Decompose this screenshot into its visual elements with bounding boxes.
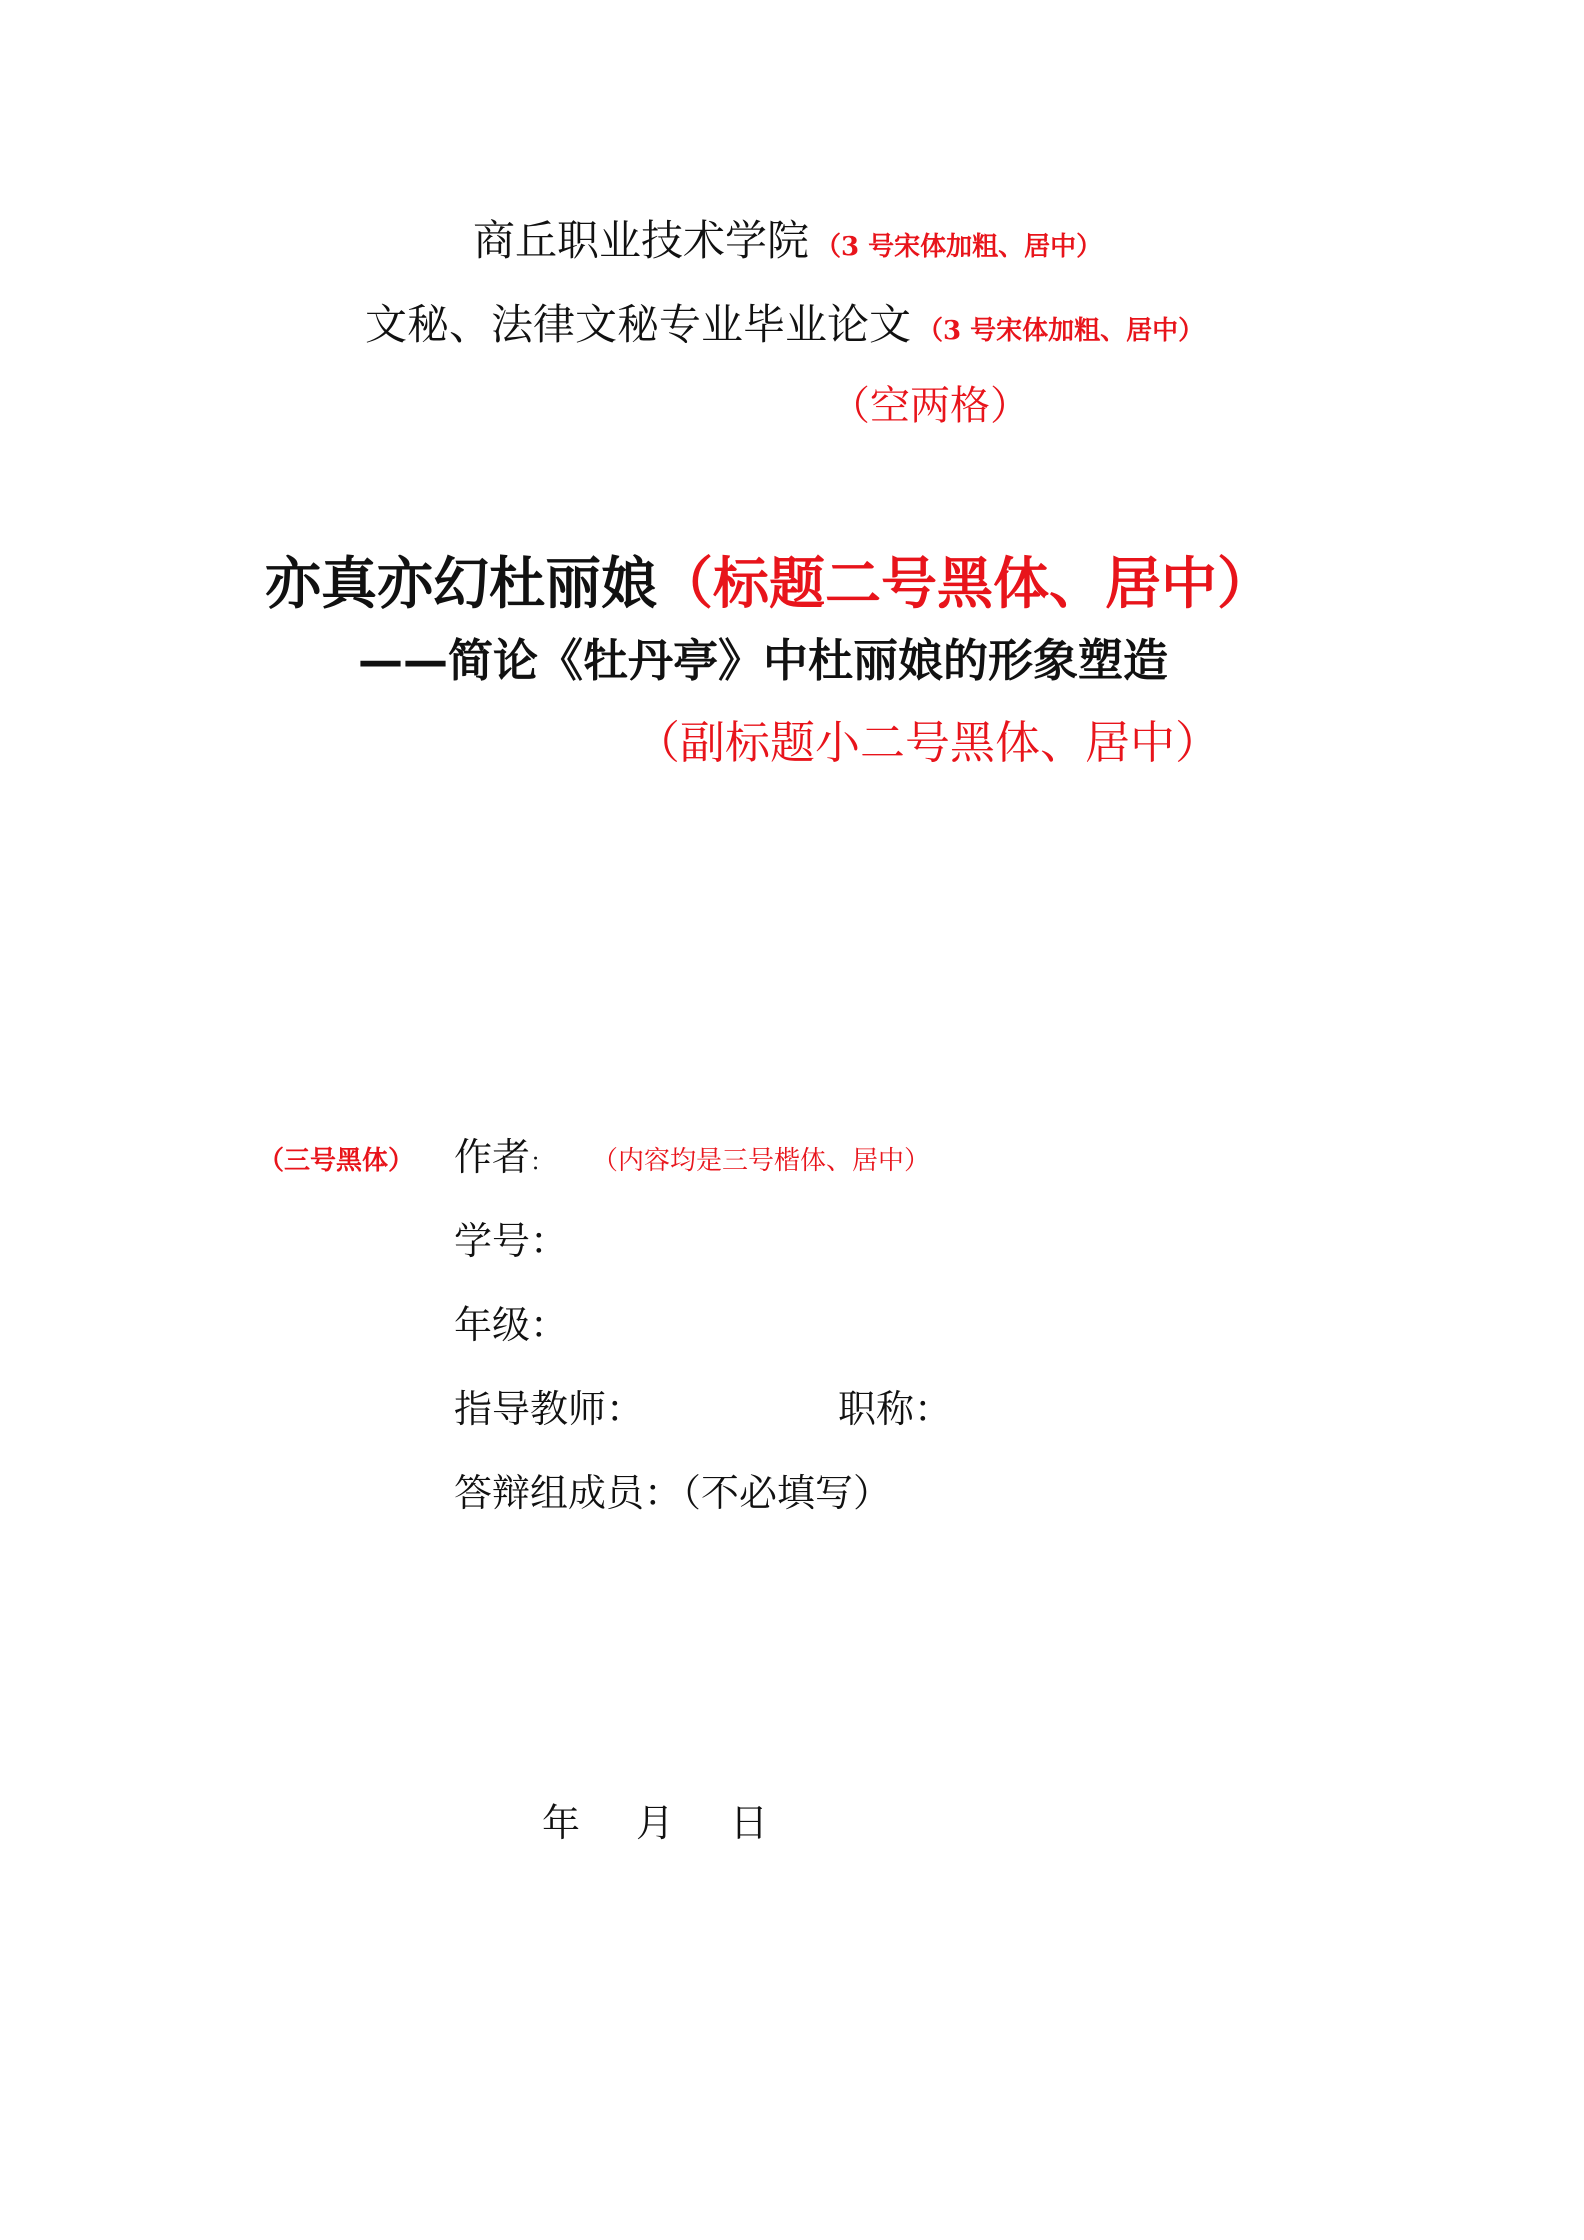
grade-label: 年级： <box>454 1303 569 1347</box>
content-format-note: （内容均是三号楷体、居中） <box>592 1146 931 1176</box>
advisor-label: 指导教师： <box>454 1387 645 1431</box>
school-format-note: （3 号宋体加粗、居中） <box>815 232 1103 262</box>
committee-label: 答辩组成员：（不必填写） <box>454 1471 892 1515</box>
date-day: 日 <box>730 1801 769 1845</box>
date-line <box>542 1792 768 1847</box>
major-line <box>365 292 1204 352</box>
major-format-note: （3 号宋体加粗、居中） <box>917 316 1205 346</box>
date-month: 月 <box>636 1801 675 1845</box>
subtitle-format-note: （副标题小二号黑体、居中） <box>635 716 1221 769</box>
thesis-title: 亦真亦幻杜丽娘 <box>265 552 657 617</box>
rank-label: 职称： <box>838 1387 953 1431</box>
author-colon: ： <box>530 1148 555 1176</box>
author-field <box>454 1126 554 1181</box>
thesis-title-line <box>265 540 1273 620</box>
school-name: 商丘职业技术学院 <box>473 216 810 265</box>
title-format-note: （标题二号黑体、居中） <box>657 552 1273 617</box>
info-format-note: （三号黑体） <box>258 1146 415 1176</box>
thesis-subtitle: ——简论《牡丹亭》中杜丽娘的形象塑造 <box>358 634 1169 687</box>
student-id-label: 学号： <box>454 1219 569 1263</box>
school-name-line <box>473 208 1102 268</box>
blank-line-note: （空两格） <box>830 383 1030 429</box>
author-label: 作者 <box>454 1135 531 1179</box>
date-year: 年 <box>542 1801 581 1845</box>
major-name: 文秘、法律文秘专业毕业论文 <box>365 300 912 349</box>
